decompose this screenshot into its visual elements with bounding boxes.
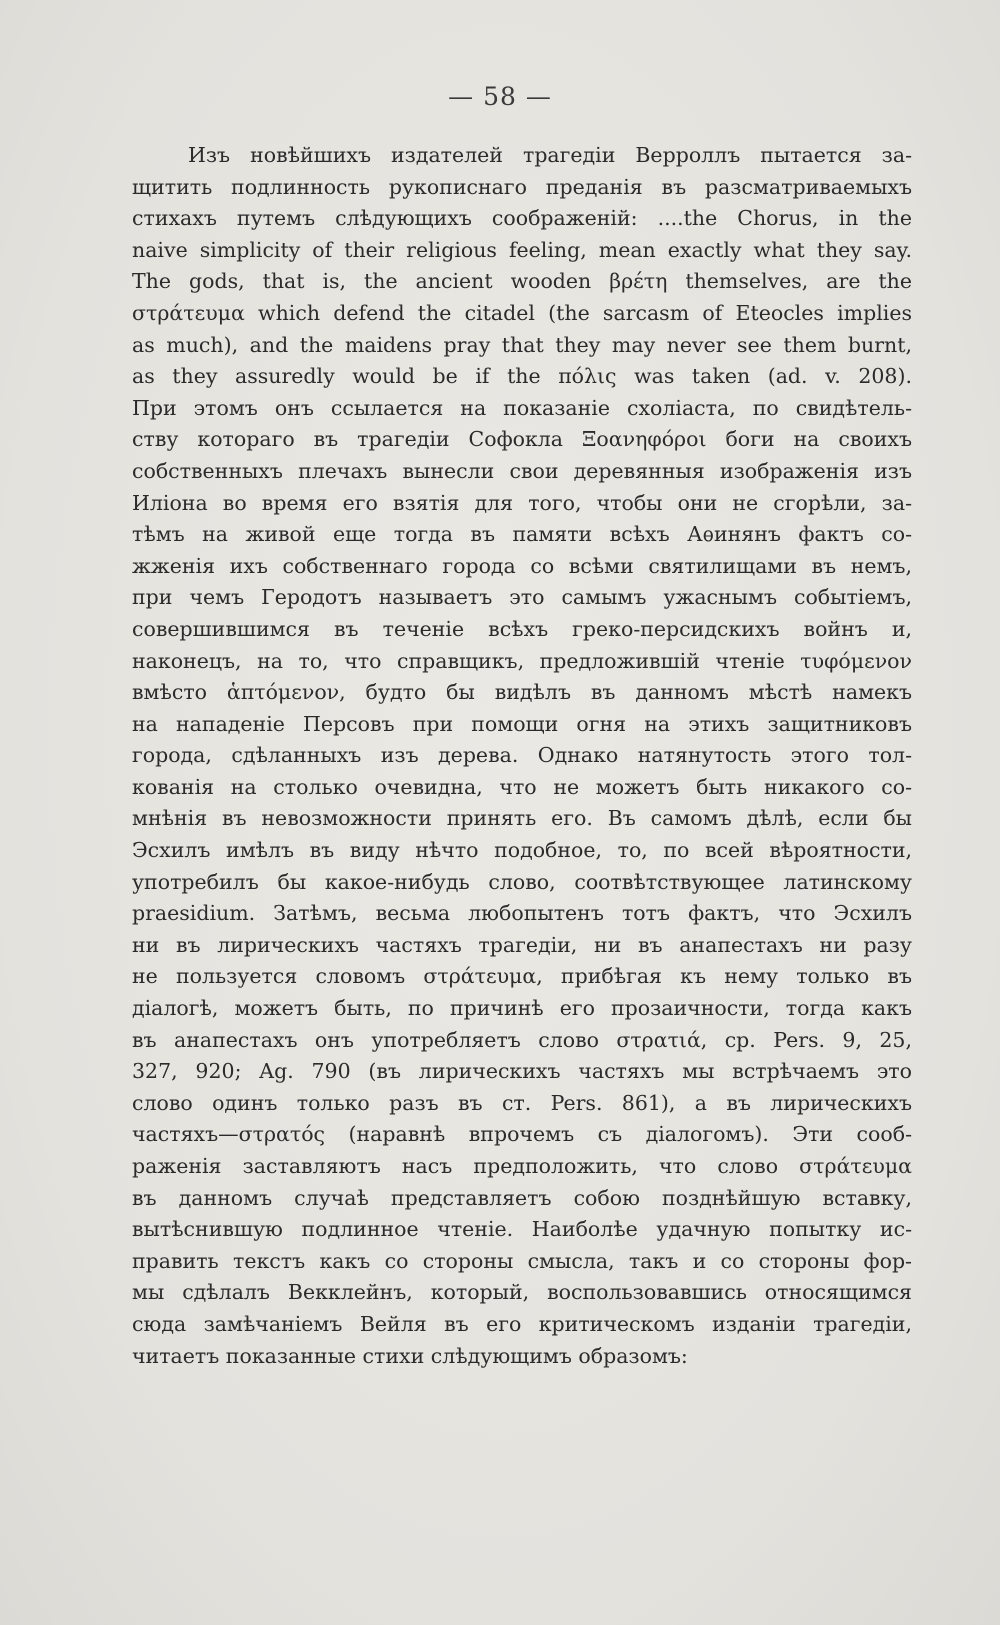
text-line: раженія заставляютъ насъ предположить, что слово στράτευμα (132, 1154, 912, 1178)
text-line: praesidium. Затѣмъ, весьма любопытенъ тотъ фактъ, что Эсхилъ (132, 901, 912, 926)
text-line: Изъ новѣйшихъ издателей трагедіи Верроллъ пытается за- (188, 143, 912, 167)
text-line: читаетъ показанные стихи слѣдующимъ образомъ: (132, 1343, 688, 1368)
page-number: — 58 — (448, 82, 552, 111)
text-line: діалогѣ, можетъ быть, по причинѣ его прозаичности, тогда какъ (132, 996, 912, 1021)
text-line: совершившимся въ теченіе всѣхъ греко-персидскихъ войнъ и, (132, 616, 912, 641)
text-line: города, сдѣланныхъ изъ дерева. Однако натянутость этого тол- (132, 743, 912, 768)
text-line: вмѣсто ἁπτόμενον, будто бы видѣлъ въ данномъ мѣстѣ намекъ (132, 680, 912, 705)
text-line: частяхъ—στρατός (наравнѣ впрочемъ съ діалогомъ). Эти сооб- (132, 1122, 912, 1147)
text-line: щитить подлинность рукописнаго преданія въ разсматриваемыхъ (132, 174, 912, 199)
text-line: The gods, that is, the ancient wooden βρέτη themselves, are the (132, 269, 912, 294)
text-line: употребилъ бы какое-нибудь слово, соотвѣтствующее латинскому (132, 869, 912, 894)
text-line: править текстъ какъ со стороны смысла, такъ и со стороны фор- (132, 1248, 912, 1273)
text-line: Иліона во время его взятія для того, чтобы они не сгорѣли, за- (132, 490, 912, 515)
text-line: мы сдѣлалъ Векклейнъ, который, воспользовавшись относящимся (132, 1280, 912, 1305)
text-line: на нападеніе Персовъ при помощи огня на этихъ защитниковъ (132, 711, 912, 736)
text-line: собственныхъ плечахъ вынесли свои деревянныя изображенія изъ (132, 458, 912, 483)
text-line: не пользуется словомъ στράτευμα, прибѣгая къ нему только въ (132, 964, 912, 989)
body-paragraph (132, 140, 912, 1372)
text-line: при чемъ Геродотъ называетъ это самымъ ужаснымъ событіемъ, (132, 585, 912, 610)
text-line: as much), and the maidens pray that they may never see them burnt, (132, 332, 912, 357)
text-line: στράτευμα which defend the citadel (the sarcasm of Eteocles implies (132, 300, 912, 325)
text-line: кованія на столько очевидна, что не можетъ быть никакого со- (132, 774, 912, 799)
text-line: as they assuredly would be if the πόλις was taken (ad. v. 208). (132, 364, 912, 389)
text-line: ни въ лирическихъ частяхъ трагедіи, ни въ анапестахъ ни разу (132, 932, 912, 957)
text-line: Эсхилъ имѣлъ въ виду нѣчто подобное, то, по всей вѣроятности, (132, 838, 912, 863)
text-line: мнѣнія въ невозможности принять его. Въ самомъ дѣлѣ, если бы (132, 806, 912, 831)
text-line: жженія ихъ собственнаго города со всѣми святилищами въ немъ, (132, 553, 912, 578)
text-line: въ анапестахъ онъ употребляетъ слово στρατιά, ср. Pers. 9, 25, (132, 1027, 912, 1052)
text-line: naive simplicity of their religious feeling, mean exactly what they say. (132, 237, 912, 262)
text-line: сюда замѣчаніемъ Вейля въ его критическомъ изданіи трагедіи, (132, 1311, 912, 1336)
text-line: стихахъ путемъ слѣдующихъ соображеній: ....the Chorus, in the (132, 206, 912, 231)
text-line: тѣмъ на живой еще тогда въ памяти всѣхъ Аѳинянъ фактъ со- (132, 522, 912, 547)
text-line: вытѣснившую подлинное чтеніе. Наиболѣе удачную попытку ис- (132, 1217, 912, 1242)
text-line: наконецъ, на то, что справщикъ, предложившій чтеніе τυφόμενον (132, 648, 912, 673)
text-line: ству котораго въ трагедіи Софокла Ξοανηφόροι боги на своихъ (132, 427, 912, 452)
text-line: слово одинъ только разъ въ ст. Pers. 861), а въ лирическихъ (132, 1090, 912, 1115)
text-line: въ данномъ случаѣ представляетъ собою позднѣйшую вставку, (132, 1185, 912, 1210)
text-line: При этомъ онъ ссылается на показаніе схоліаста, по свидѣтель- (132, 395, 912, 420)
text-line: 327, 920; Ag. 790 (въ лирическихъ частяхъ мы встрѣчаемъ это (132, 1059, 912, 1084)
